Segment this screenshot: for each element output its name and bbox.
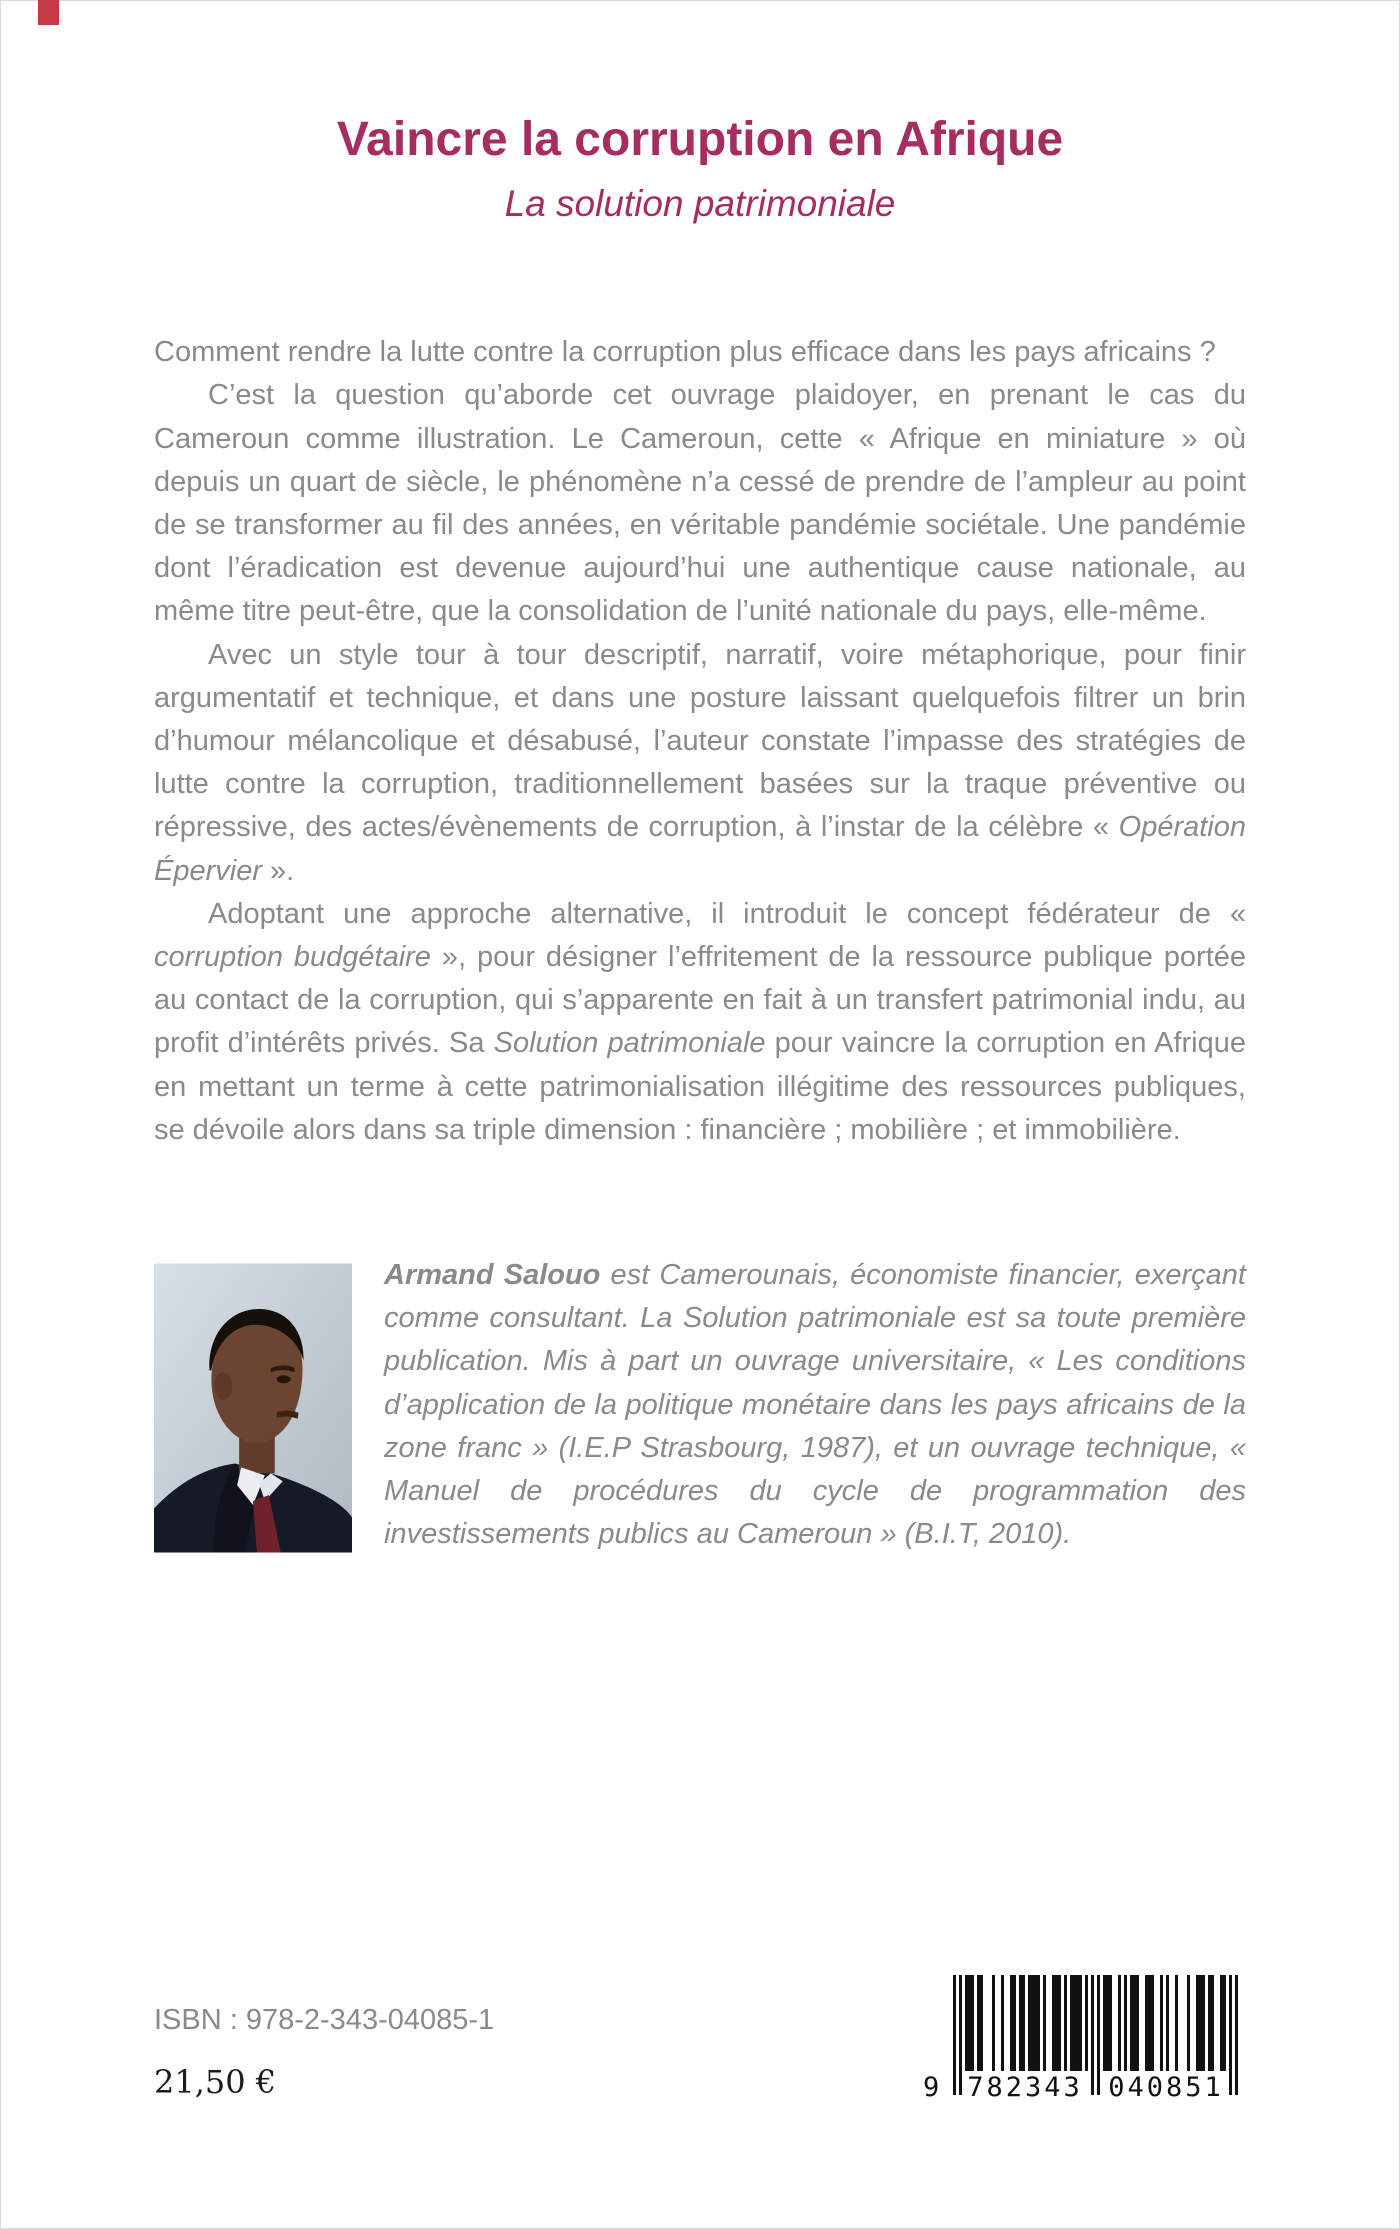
synopsis-paragraph <box>154 634 1246 893</box>
barcode-digit-group: 9 <box>923 2072 940 2103</box>
barcode-digit-group: 782343 <box>967 2072 1083 2103</box>
book-title: Vaincre la corruption en Afrique <box>336 113 1064 166</box>
synopsis-paragraph <box>154 374 1246 633</box>
text-segment: pour vaincre la corruption en Afrique en mettant un terme à cette patrimonialisation illégitime des ressources publiques, se dévoile alors dans sa triple dimension : financière ; mobilière ; et immobilière. <box>154 1027 1246 1146</box>
text-segment: Avec un style tour à tour descriptif, narratif, voire métaphorique, pour finir argumentatif et technique, et dans une posture laissant quelquefois filtrer un brin d’humour mélancolique et désabusé, l’auteur constate l’impasse des stratégies de lutte contre la corruption, traditionnellement basées sur la traque préventive ou répressive, des actes/évènements de corruption, à l’instar de la célèbre « <box>154 638 1246 844</box>
text-segment: est Camerounais, économiste financier, exerçant comme consultant. La Solution patrimoniale est sa toute première publication. Mis à part un ouvrage universitaire, « Les conditions d’application de la politique monétaire dans les pays africains de la zone franc » (I.E.P Strasbourg, 1987), et un ouvrage technique, « Manuel de procédures du cycle de programmation des investissements publics au Cameroun » (B.I.T, 2010). <box>384 1259 1246 1551</box>
price-label: 21,50 € <box>154 2063 277 2101</box>
barcode-digit-group: 040851 <box>1108 2072 1224 2103</box>
text-segment: Solution patrimoniale <box>493 1027 766 1060</box>
footer <box>154 1975 1238 2101</box>
text-segment: ». <box>262 854 295 887</box>
book-subtitle: La solution patrimoniale <box>504 183 896 225</box>
ean13-barcode <box>923 1975 1238 2103</box>
text-segment: Comment rendre la lutte contre la corruption plus efficace dans les pays africains ? <box>154 336 1216 369</box>
header <box>0 0 1400 225</box>
text-segment: C’est la question qu’aborde cet ouvrage plaidoyer, en prenant le cas du Cameroun comme illustration. Le Cameroun, cette « Afrique en miniature » où depuis un quart de siècle, le phénomène n’a cessé de prendre de l’ampleur au point de se transformer au fil des années, en véritable pandémie sociétale. Une pandémie dont l’éradication est devenue aujourd’hui une authentique cause nationale, au même titre peut-être, que la consolidation de l’unité nationale du pays, elle-même. <box>154 379 1246 628</box>
text-segment: Adoptant une approche alternative, il introduit le concept fédérateur de « <box>208 897 1246 930</box>
isbn-label: ISBN : 978-2-343-04085-1 <box>154 2004 495 2036</box>
author-portrait-photo <box>154 1262 352 1554</box>
text-segment: », pour désigner l’effritement de la ressource publique portée au contact de la corruption, qui s’apparente en fait à un transfert patrimonial indu, au profit d’intérêts privés. Sa <box>154 941 1247 1060</box>
synopsis-paragraph <box>154 893 1246 1152</box>
text-segment: Armand Salouo <box>384 1259 601 1292</box>
author-portrait-illustration <box>154 1262 352 1554</box>
synopsis-paragraph <box>154 331 1246 374</box>
synopsis-text <box>154 331 1246 1152</box>
author-section <box>154 1254 1246 1556</box>
text-segment: Opération Épervier <box>154 811 1246 887</box>
isbn-block <box>154 2004 494 2101</box>
spine-corner-mark <box>38 0 59 25</box>
text-segment: corruption budgétaire <box>154 941 431 974</box>
